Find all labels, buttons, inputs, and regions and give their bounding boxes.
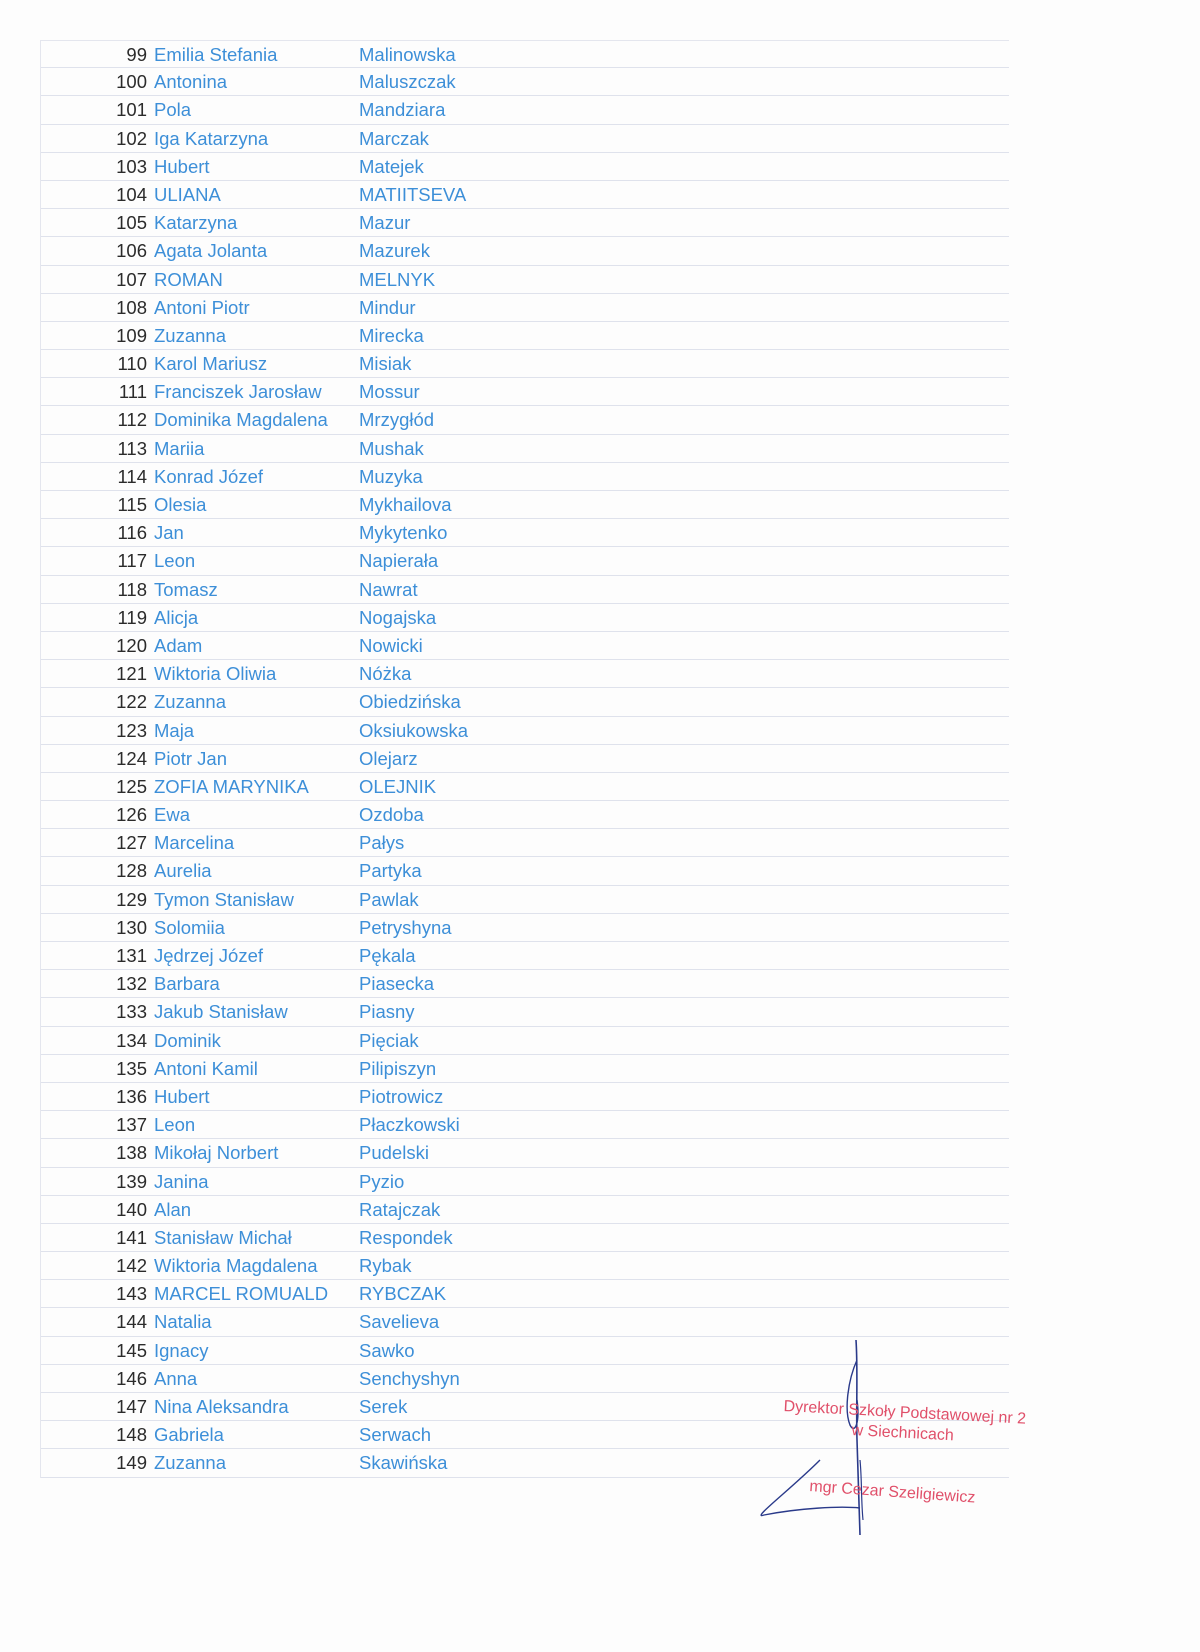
first-name: Mariia	[154, 437, 205, 459]
row-number: 129	[116, 888, 147, 910]
stamp-title: Dyrektor Szkoły Podstawowej nr 2	[783, 1398, 1027, 1428]
first-name: Natalia	[154, 1311, 212, 1333]
last-name: Pękala	[359, 945, 416, 966]
table-row	[41, 660, 1009, 688]
table-row	[41, 40, 1009, 68]
first-name: Dominika Magdalena	[154, 409, 328, 431]
table-row	[41, 745, 1009, 773]
last-name: Matejek	[359, 155, 424, 177]
table-row	[41, 1196, 1009, 1224]
table-row	[41, 604, 1009, 632]
last-name: Mrzygłód	[359, 409, 435, 431]
table-row	[41, 153, 1009, 181]
last-name: Mazur	[359, 212, 411, 234]
first-name: Zuzanna	[154, 691, 226, 713]
table-row	[41, 378, 1009, 406]
row-number: 104	[116, 183, 147, 205]
row-number: 127	[116, 832, 147, 854]
row-number: 109	[116, 324, 147, 346]
row-number: 100	[116, 71, 147, 93]
table-row	[41, 1224, 1009, 1252]
first-name: MARCEL ROMUALD	[154, 1283, 329, 1305]
last-name: Pięciak	[359, 1029, 419, 1051]
row-number: 117	[117, 550, 147, 572]
row-number: 106	[116, 240, 147, 262]
first-name: Barbara	[154, 973, 220, 995]
last-name: Pawlak	[359, 888, 419, 910]
first-name: Marcelina	[154, 832, 235, 854]
first-name: Maja	[154, 719, 195, 741]
first-name: ZOFIA MARYNIKA	[154, 775, 309, 797]
table-row	[41, 181, 1009, 209]
row-number: 108	[116, 296, 147, 318]
last-name: Mushak	[359, 437, 424, 459]
row-number: 137	[116, 1114, 147, 1136]
row-number: 134	[116, 1029, 147, 1051]
table-row	[41, 463, 1009, 491]
row-number: 121	[116, 663, 147, 685]
last-name: Maluszczak	[359, 71, 456, 93]
first-name: Zuzanna	[154, 1452, 226, 1474]
last-name: Piotrowicz	[359, 1085, 444, 1107]
last-name: Skawińska	[359, 1452, 448, 1474]
first-name: Hubert	[154, 1085, 210, 1107]
last-name: Petryshyna	[359, 916, 452, 938]
last-name: MATIITSEVA	[359, 183, 467, 205]
last-name: Piasecka	[359, 973, 435, 995]
row-number: 116	[117, 522, 147, 544]
table-row	[41, 576, 1009, 604]
row-number: 140	[116, 1198, 147, 1220]
table-row	[41, 773, 1009, 801]
table-row	[41, 1139, 1009, 1167]
last-name: Nóżka	[359, 663, 412, 685]
table-row	[41, 857, 1009, 885]
table-row	[41, 688, 1009, 716]
row-number: 144	[116, 1311, 147, 1333]
row-number: 145	[116, 1339, 147, 1361]
row-number: 115	[117, 494, 147, 515]
table-row	[41, 1252, 1009, 1280]
first-name: Iga Katarzyna	[154, 127, 269, 149]
last-name: Misiak	[359, 353, 412, 375]
first-name: Jakub Stanisław	[154, 1001, 288, 1023]
last-name: Marczak	[359, 127, 429, 149]
first-name: Jan	[154, 522, 184, 544]
row-number: 112	[117, 409, 147, 431]
last-name: Mazurek	[359, 240, 430, 262]
row-number: 143	[116, 1283, 147, 1305]
row-number: 99	[126, 44, 147, 65]
table-row	[41, 801, 1009, 829]
table-row	[41, 1111, 1009, 1139]
table-row	[41, 970, 1009, 998]
last-name: Oksiukowska	[359, 719, 468, 741]
last-name: Piasny	[359, 1001, 415, 1023]
table-row	[41, 209, 1009, 237]
table-row	[41, 829, 1009, 857]
first-name: Alan	[154, 1198, 192, 1220]
last-name: RYBCZAK	[359, 1283, 447, 1305]
row-number: 141	[116, 1226, 147, 1248]
last-name: Ozdoba	[359, 804, 424, 826]
row-number: 146	[116, 1367, 147, 1389]
first-name: Olesia	[154, 494, 207, 515]
last-name: Mossur	[359, 381, 420, 403]
row-number: 136	[116, 1085, 147, 1107]
first-name: Karol Mariusz	[154, 353, 268, 375]
last-name: Mandziara	[359, 99, 446, 121]
table-row	[41, 1168, 1009, 1196]
row-number: 122	[116, 691, 147, 713]
table-row	[41, 435, 1009, 463]
director-stamp	[760, 1330, 1060, 1550]
first-name: Jędrzej Józef	[154, 945, 263, 966]
last-name: Ratajczak	[359, 1198, 441, 1220]
row-number: 110	[117, 353, 147, 375]
last-name: Malinowska	[359, 44, 456, 65]
table-row	[41, 266, 1009, 294]
table-row	[41, 125, 1009, 153]
last-name: Muzyka	[359, 465, 423, 487]
last-name: Płaczkowski	[359, 1114, 460, 1136]
last-name: Sawko	[359, 1339, 415, 1361]
table-row	[41, 491, 1009, 519]
last-name: Partyka	[359, 860, 422, 882]
table-row	[41, 547, 1009, 575]
last-name: OLEJNIK	[359, 775, 437, 797]
table-row	[41, 998, 1009, 1026]
first-name: Anna	[154, 1367, 198, 1389]
last-name: Pałys	[359, 832, 405, 854]
row-number: 118	[117, 578, 147, 600]
first-name: Tomasz	[154, 578, 218, 600]
row-number: 133	[116, 1001, 147, 1023]
row-number: 125	[116, 775, 147, 797]
table-row	[41, 632, 1009, 660]
last-name: Pilipiszyn	[359, 1057, 437, 1079]
first-name: Franciszek Jarosław	[154, 381, 322, 403]
row-number: 103	[116, 155, 147, 177]
table-row	[41, 237, 1009, 265]
first-name: Pola	[154, 99, 192, 121]
first-name: Hubert	[154, 155, 210, 177]
row-number: 124	[116, 747, 147, 769]
table-row	[41, 886, 1009, 914]
table-row	[41, 519, 1009, 547]
row-number: 105	[116, 212, 147, 234]
row-number: 149	[116, 1452, 147, 1474]
table-row	[41, 717, 1009, 745]
last-name: Serek	[359, 1396, 408, 1417]
table-row	[41, 942, 1009, 970]
table-row	[41, 1027, 1009, 1055]
table-row	[41, 914, 1009, 942]
last-name: Pyzio	[359, 1170, 405, 1192]
last-name: Mykhailova	[359, 494, 452, 515]
row-number: 142	[116, 1255, 147, 1277]
stamp-name: mgr Cezar Szeligiewicz	[808, 1478, 976, 1507]
last-name: Mirecka	[359, 324, 424, 346]
first-name: Aurelia	[154, 860, 212, 882]
table-row	[41, 322, 1009, 350]
row-number: 132	[116, 973, 147, 995]
row-number: 114	[117, 465, 147, 487]
stamp-location: w Siechnicach	[851, 1422, 955, 1445]
row-number: 113	[117, 437, 147, 459]
row-number: 147	[116, 1396, 147, 1417]
table-row	[41, 68, 1009, 96]
first-name: Katarzyna	[154, 212, 238, 234]
first-name: Mikołaj Norbert	[154, 1142, 279, 1164]
table-row	[41, 350, 1009, 378]
last-name: Pudelski	[359, 1142, 429, 1164]
last-name: Nawrat	[359, 578, 418, 600]
first-name: Piotr Jan	[154, 747, 228, 769]
last-name: Rybak	[359, 1255, 412, 1277]
first-name: Emilia Stefania	[154, 44, 278, 65]
first-name: Stanisław Michał	[154, 1226, 292, 1248]
first-name: ROMAN	[154, 268, 223, 290]
row-number: 102	[116, 127, 147, 149]
last-name: Olejarz	[359, 747, 418, 769]
last-name: Senchyshyn	[359, 1367, 460, 1389]
row-number: 131	[116, 945, 147, 966]
first-name: Ignacy	[154, 1339, 209, 1361]
first-name: Antoni Kamil	[154, 1057, 258, 1079]
student-list-table	[40, 40, 1009, 1478]
first-name: Solomiia	[154, 916, 225, 938]
first-name: Wiktoria Oliwia	[154, 663, 277, 685]
last-name: Napierała	[359, 550, 439, 572]
last-name: Respondek	[359, 1226, 453, 1248]
last-name: Serwach	[359, 1424, 431, 1446]
last-name: Mykytenko	[359, 522, 448, 544]
row-number: 101	[116, 99, 147, 121]
first-name: Wiktoria Magdalena	[154, 1255, 318, 1277]
first-name: Konrad Józef	[154, 465, 264, 487]
table-row	[41, 96, 1009, 124]
table-row	[41, 406, 1009, 434]
first-name: ULIANA	[154, 183, 221, 205]
row-number: 119	[117, 606, 147, 628]
first-name: Antonina	[154, 71, 228, 93]
first-name: Ewa	[154, 804, 190, 826]
row-number: 107	[116, 268, 147, 290]
row-number: 111	[118, 381, 147, 403]
table-row	[41, 1083, 1009, 1111]
last-name: MELNYK	[359, 268, 436, 290]
row-number: 139	[116, 1170, 147, 1192]
row-number: 130	[116, 916, 147, 938]
first-name: Janina	[154, 1170, 209, 1192]
first-name: Leon	[154, 1114, 196, 1136]
row-number: 128	[116, 860, 147, 882]
first-name: Dominik	[154, 1029, 221, 1051]
row-number: 148	[116, 1424, 147, 1446]
first-name: Adam	[154, 634, 203, 656]
row-number: 138	[116, 1142, 147, 1164]
first-name: Alicja	[154, 606, 199, 628]
row-number: 135	[116, 1057, 147, 1079]
table-row	[41, 1280, 1009, 1308]
last-name: Mindur	[359, 296, 416, 318]
first-name: Gabriela	[154, 1424, 224, 1446]
table-row	[41, 1055, 1009, 1083]
row-number: 120	[116, 634, 147, 656]
row-number: 126	[116, 804, 147, 826]
row-number: 123	[116, 719, 147, 741]
first-name: Leon	[154, 550, 196, 572]
first-name: Tymon Stanisław	[154, 888, 294, 910]
first-name: Antoni Piotr	[154, 296, 250, 318]
last-name: Nogajska	[359, 606, 437, 628]
last-name: Obiedzińska	[359, 691, 461, 713]
first-name: Nina Aleksandra	[154, 1396, 289, 1417]
last-name: Nowicki	[359, 634, 423, 656]
last-name: Savelieva	[359, 1311, 440, 1333]
first-name: Zuzanna	[154, 324, 226, 346]
table-row	[41, 294, 1009, 322]
first-name: Agata Jolanta	[154, 240, 268, 262]
